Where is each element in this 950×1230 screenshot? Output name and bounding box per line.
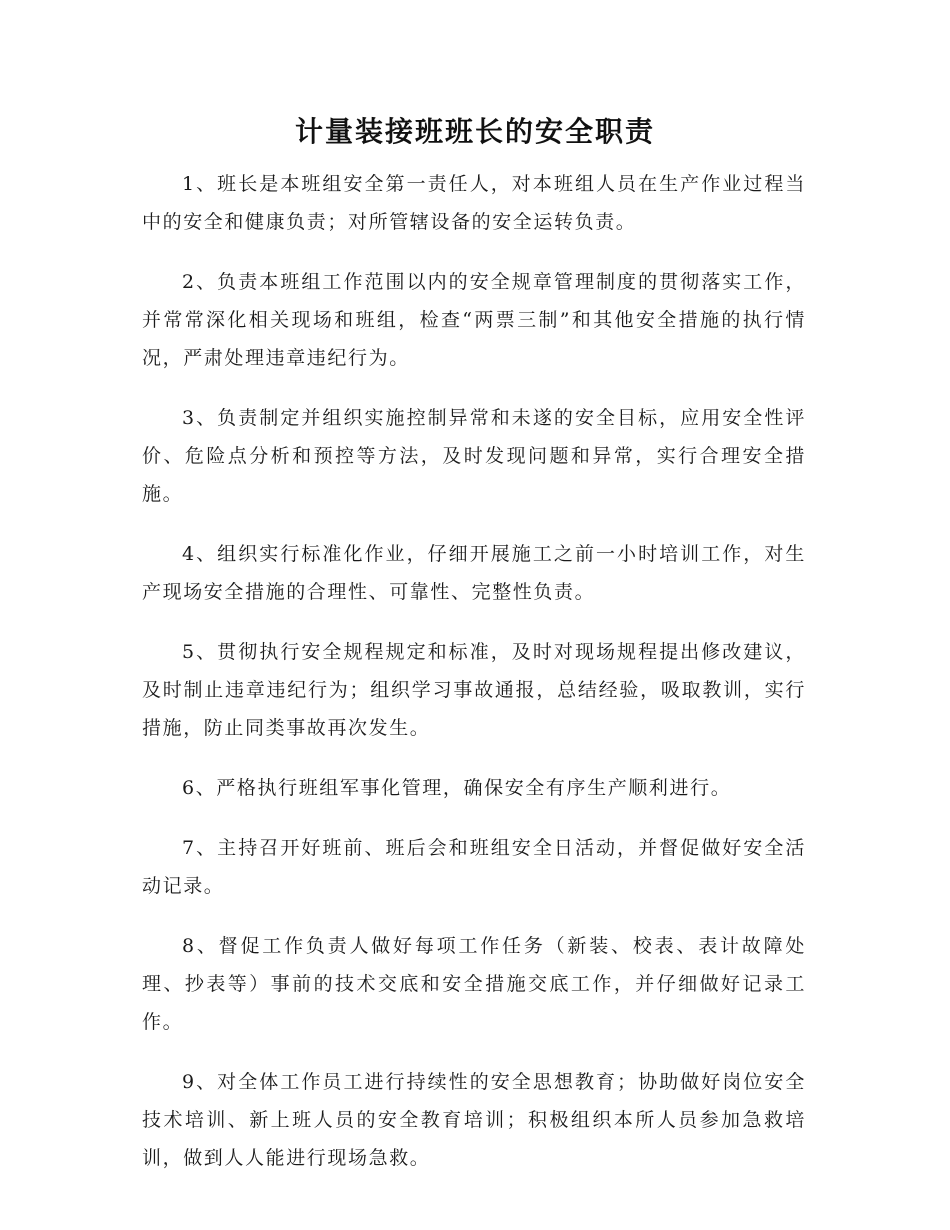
paragraph-3: 3、负责制定并组织实施控制异常和未遂的安全目标，应用安全性评价、危险点分析和预控等方法，及时发现问题和异常，实行合理安全措施。 [142,407,806,505]
paragraph-9: 9、对全体工作员工进行持续性的安全思想教育；协助做好岗位安全技术培训、新上班人员的安全教育培训；积极组织本所人员参加急救培训，做到人人能进行现场急救。 [142,1071,806,1169]
paragraph-4: 4、组织实行标准化作业，仔细开展施工之前一小时培训工作，对生产现场安全措施的合理性、可靠性、完整性负责。 [142,543,806,603]
paragraph-7: 7、主持召开好班前、班后会和班组安全日活动，并督促做好安全活动记录。 [142,837,806,897]
paragraph-2: 2、负责本班组工作范围以内的安全规章管理制度的贯彻落实工作，并常常深化相关现场和班组，检查“两票三制”和其他安全措施的执行情况，严肃处理违章违纪行为。 [142,271,806,369]
paragraph-1: 1、班长是本班组安全第一责任人，对本班组人员在生产作业过程当中的安全和健康负责；对所管辖设备的安全运转负责。 [142,173,806,233]
paragraph-5: 5、贯彻执行安全规程规定和标准，及时对现场规程提出修改建议，及时制止违章违纪行为；组织学习事故通报，总结经验，吸取教训，实行措施，防止同类事故再次发生。 [142,641,806,739]
document-title: 计量装接班班长的安全职责 [294,115,655,148]
paragraph-8: 8、督促工作负责人做好每项工作任务（新装、校表、表计故障处理、抄表等）事前的技术交底和安全措施交底工作，并仔细做好记录工作。 [142,935,806,1033]
paragraph-6: 6、严格执行班组军事化管理，确保安全有序生产顺利进行。 [182,777,732,799]
document-body [142,165,806,1199]
